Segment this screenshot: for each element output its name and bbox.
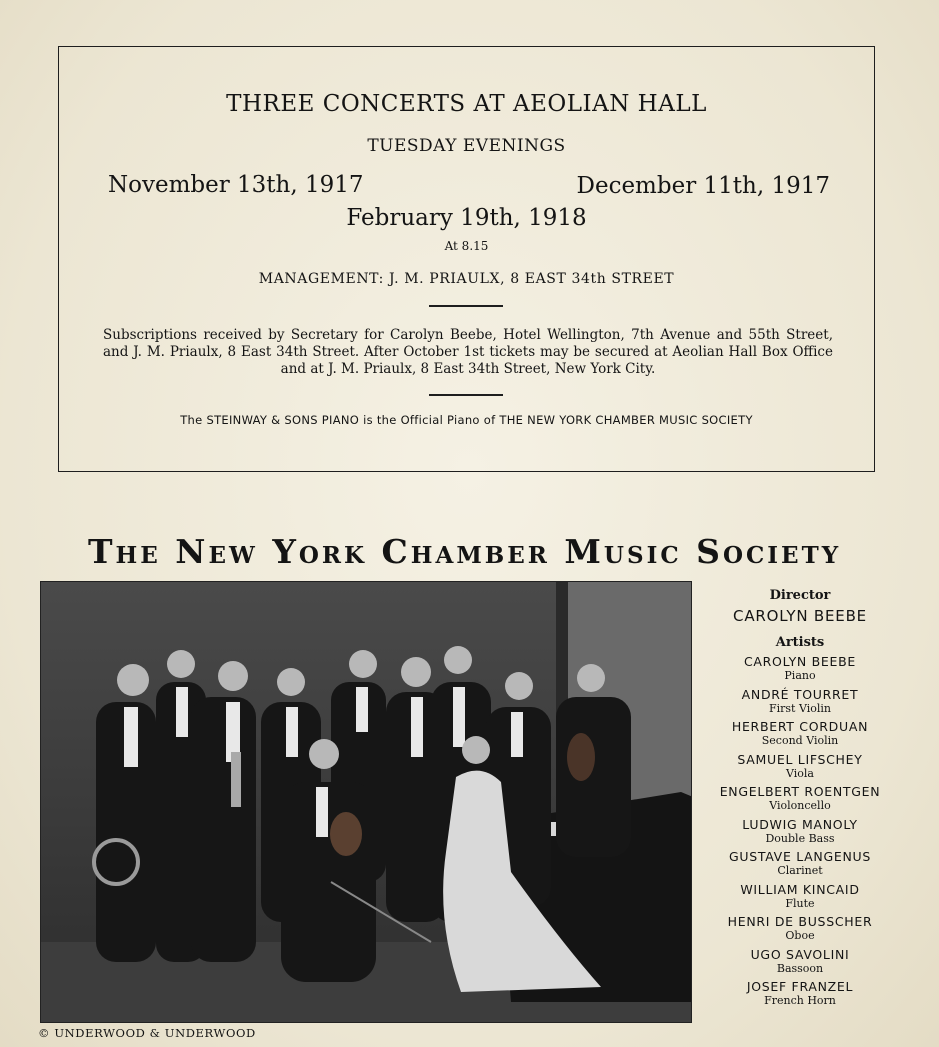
concert-subtitle: TUESDAY EVENINGS — [367, 136, 566, 156]
announcement-box — [58, 46, 875, 472]
artist-entry — [700, 719, 900, 747]
artist-instrument: Double Bass — [765, 831, 835, 845]
artist-entry — [700, 882, 900, 910]
artist-instrument: French Horn — [764, 994, 836, 1007]
artist-instrument: Viola — [786, 766, 814, 780]
artist-instrument: First Violin — [769, 701, 831, 715]
divider — [429, 305, 503, 307]
artist-name: UGO SAVOLINI — [750, 946, 850, 962]
director-name: CAROLYN BEEBE — [733, 607, 867, 625]
ensemble-photograph — [40, 581, 692, 1023]
artist-entry — [700, 914, 900, 942]
artist-name: GUSTAVE LANGENUS — [729, 849, 871, 864]
subscription-info: Subscriptions received by Secretary for Carolyn Beebe, Hotel Wellington, 7th Avenue and 55th Street, and J. M. Priaulx, 8 East 34th Street. After October 1st tickets may be secured at Aeolian Hall Box Office and at J. M. Priaulx, 8 East 34th Street, New York City. — [103, 327, 833, 377]
artist-entry — [700, 687, 900, 715]
society-name-heading: The New York Chamber Music Society — [88, 532, 842, 571]
artist-instrument: Flute — [785, 896, 815, 910]
artist-entry — [700, 979, 900, 1007]
society-roster — [700, 588, 900, 1012]
concert-time: At 8.15 — [444, 239, 489, 253]
artist-name: LUDWIG MANOLY — [742, 816, 858, 832]
photo-credit: © UNDERWOOD & UNDERWOOD — [38, 1026, 256, 1040]
artist-instrument: Second Violin — [761, 734, 839, 747]
piano-note: The STEINWAY & SONS PIANO is the Official Piano of THE NEW YORK CHAMBER MUSIC SOCIETY — [180, 413, 753, 427]
artist-name: ENGELBERT ROENTGEN — [719, 784, 881, 799]
artist-entry — [700, 947, 900, 975]
artist-name: CAROLYN BEEBE — [743, 654, 856, 669]
management-line: MANAGEMENT: J. M. PRIAULX, 8 EAST 34th STREET — [258, 271, 675, 287]
concert-date-2: December 11th, 1917 — [576, 173, 830, 199]
artists-heading: Artists — [775, 635, 825, 650]
artist-instrument: Piano — [784, 669, 816, 682]
artist-entry — [700, 817, 900, 845]
artist-name: HERBERT CORDUAN — [731, 719, 869, 734]
artist-instrument: Oboe — [785, 929, 815, 942]
concert-date-3: February 19th, 1918 — [346, 205, 587, 231]
artist-entry — [700, 784, 900, 812]
artist-name: HENRI DE BUSSCHER — [727, 914, 873, 929]
artist-name: ANDRÉ TOURRET — [741, 686, 859, 702]
concert-title: THREE CONCERTS AT AEOLIAN HALL — [226, 91, 707, 117]
artist-name: JOSEF FRANZEL — [746, 979, 854, 994]
divider — [429, 394, 503, 396]
artist-instrument: Violoncello — [769, 799, 831, 812]
artist-name: SAMUEL LIFSCHEY — [737, 751, 863, 767]
artist-entry — [700, 654, 900, 682]
artist-name: WILLIAM KINCAID — [740, 881, 860, 897]
artist-entry — [700, 849, 900, 877]
director-heading: Director — [769, 588, 831, 603]
artist-instrument: Bassoon — [776, 961, 824, 975]
artist-entry — [700, 752, 900, 780]
artist-instrument: Clarinet — [777, 864, 823, 877]
concert-date-1: November 13th, 1917 — [108, 172, 364, 198]
